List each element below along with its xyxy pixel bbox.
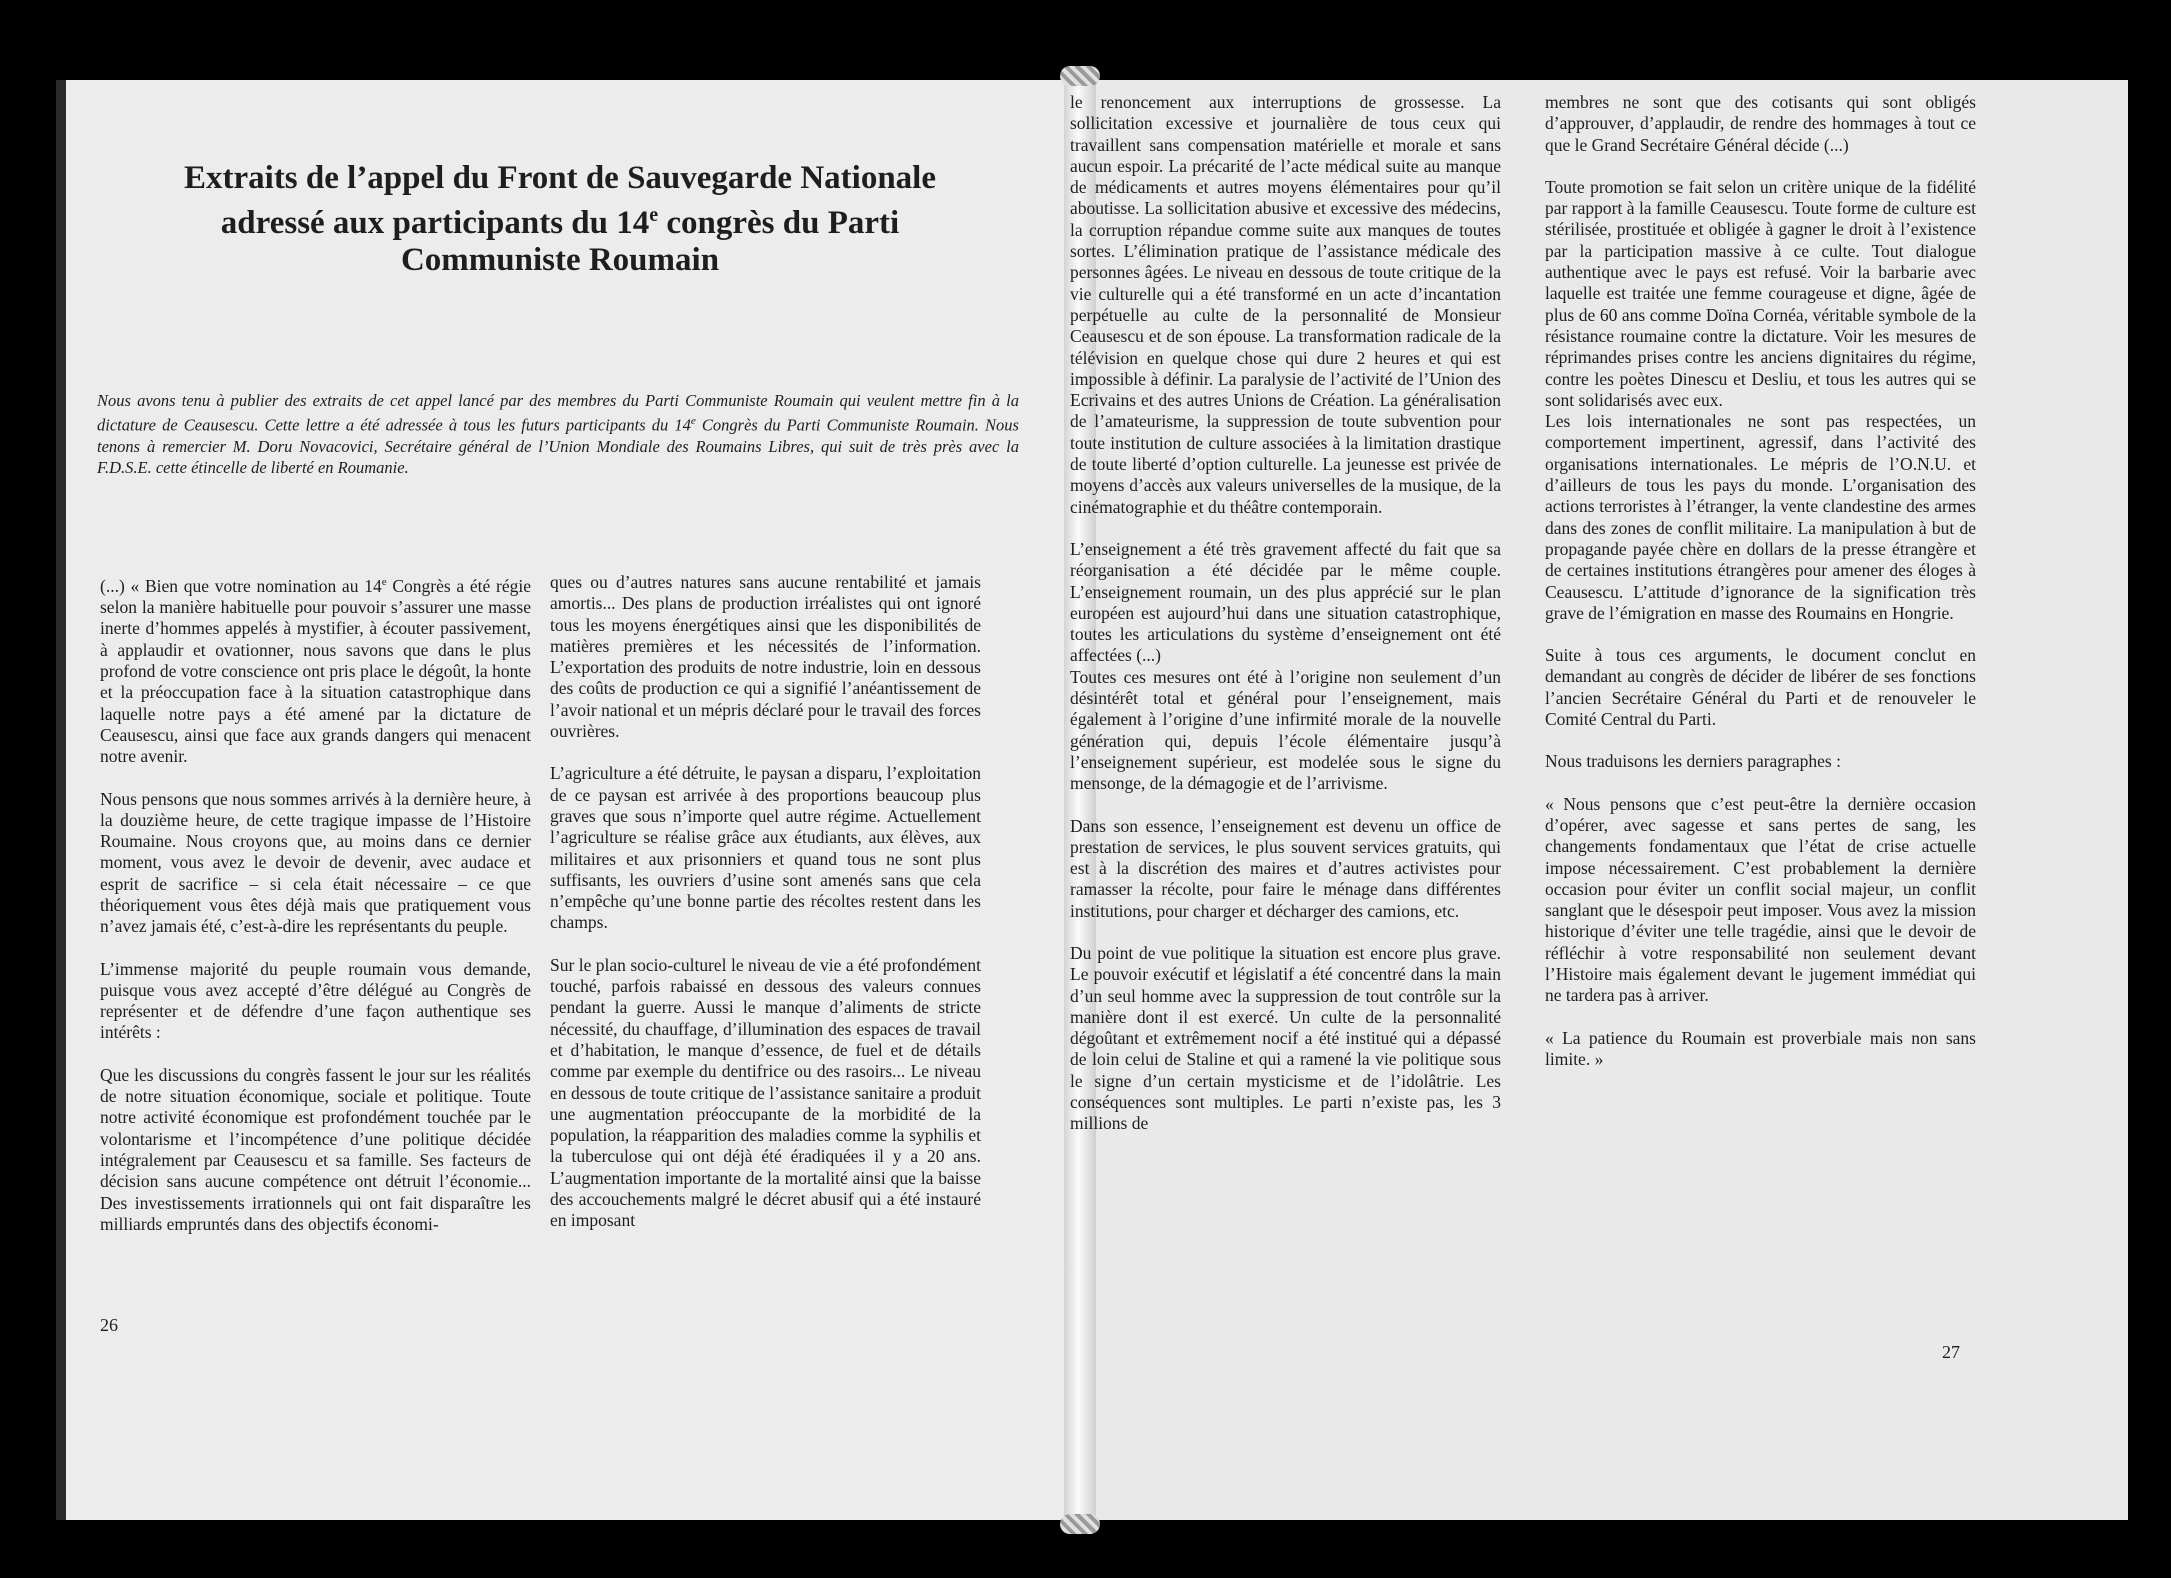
paragraph: ques ou d’autres natures sans aucune rentabilité et jamais amortis... Des plans de production irréalistes qui ont ignoré tous les moyens énergétiques ainsi que les disponibilités de matières premières et les nécessités de l’information. L’exportation des produits de notre industrie, loin en dessous des coûts de production ce qui a signifié l’anéantissement de l’avoir national et un mépris déclaré pour le travail des forces ouvrières. xyxy=(550,572,981,742)
paragraph: « La patience du Roumain est proverbiale mais non sans limite. » xyxy=(1545,1027,1976,1069)
paragraph: L’immense majorité du peuple roumain vous demande, puisque vous avez accepté d’être délégué au Congrès de représenter et de défendre d’une façon authentique ses intérêts : xyxy=(100,958,531,1043)
binding-cord-bottom xyxy=(1060,1514,1100,1534)
paragraph xyxy=(1070,539,1501,667)
binding-cord-top xyxy=(1060,66,1100,86)
right-page-column-1 xyxy=(1070,92,1501,1156)
paragraph: Suite à tous ces arguments, le document conclut en demandant au congrès de décider de libérer de ses fonctions l’ancien Secrétaire Général du Parti et de renouveler le Comité Central du Parti. xyxy=(1545,645,1976,730)
intro-text-a: Nous avons tenu à publier des extraits de cet appel lancé par des membres du Parti Communiste Roumain qui veulent mettre fin à la dictature de Ceausescu. Cette lettre a été adressée à tous les futurs participants du 14 xyxy=(97,391,1019,435)
right-page-column-2 xyxy=(1545,92,1976,1091)
page-number-right: 27 xyxy=(1942,1342,1960,1362)
paragraph: Que les discussions du congrès fassent le jour sur les réalités de notre situation économique, sociale et politique. Toute notre activité économique est profondément touchée par le volontarisme et l’incompétence d’une politique décidée intégralement par Ceausescu et sa famille. Ses facteurs de décision sans aucune compétence ont détruit l’économie... Des investissements irrationnels qui ont fait disparaître les milliards empruntés dans des objectifs économi- xyxy=(100,1064,531,1234)
paragraph: Toutes ces mesures ont été à l’origine non seulement d’un désintérêt total et général pour l’enseignement, mais également à l’origine d’une infirmité morale de la nouvelle génération qui, depuis l’école élémentaire jusqu’à l’enseignement supérieur, est modelée sous le signe du mensonge, de la démagogie et de l’arrivisme. xyxy=(1070,666,1501,794)
paragraph-text: L’enseignement a été très gravement affecté du fait que sa réorganisation a été décidée par le même couple. L’enseignement roumain, un des plus apprécié sur le plan européen est aujourd’hui dans une situation catastrophique, toutes les articulations du système d’enseignement ont été affectées (...) xyxy=(1070,538,1501,666)
title-line-1: Extraits de l’appel du Front de Sauvegarde Nationale xyxy=(184,160,936,196)
paragraph: L’agriculture a été détruite, le paysan a disparu, l’exploitation de ce paysan est arrivée à des proportions beaucoup plus graves que sous n’importe quel autre régime. Actuellement l’agriculture se réalise grâce aux étudiants, aux élèves, aux militaires et aux prisonniers et quand tous ne sont plus suffisants, les ouvriers d’usine sont amenés sans que cela n’empêche qu’une bonne partie des récoltes restent dans les champs. xyxy=(550,763,981,933)
article-title xyxy=(150,160,970,279)
title-line-3: Communiste Roumain xyxy=(400,242,720,278)
intro-text-b: Congrès du Parti Communiste Roumain. Nous tenons à remercier M. Doru Novacovici, Secrétaire général de l’Union Mondiale des Roumains Libres, qui suit de très près avec la F.D.S.E. cette étincelle de liberté en Roumanie. xyxy=(97,415,1019,477)
page-number-left: 26 xyxy=(100,1315,118,1335)
paragraph: Du point de vue politique la situation est encore plus grave. Le pouvoir exécutif et législatif a été concentré dans la main d’un seul homme avec la suppression de tout contrôle sur la manière dont il est exercé. Un culte de la personnalité dégoûtant et extrêmement nocif a été institué qui a dépassé de loin celui de Staline et qui a ramené la vie politique sous le signe d’un certain mysticisme et de l’idolâtrie. Les conséquences sont multiples. Le parti n’existe pas, les 3 millions de xyxy=(1070,942,1501,1134)
paragraph: le renoncement aux interruptions de grossesse. La sollicitation excessive et journalière de tous ceux qui travaillent sans compensation matérielle et morale et sans aucun espoir. La précarité de l’acte médical suite au manque de médicaments et autres moyens élémentaires pour qu’il aboutisse. La sollicitation abusive et excessive des médecins, la corruption répandue comme suite aux manques de toutes sortes. L’élimination pratique de l’assistance médicale des personnes âgées. Le niveau en dessous de toute critique de la vie culturelle qui a été transformé en un acte d’incantation perpétuelle au culte de la personnalité de Monsieur Ceausescu et de son épouse. La transformation radicale de la télévision en quelque chose qui dure 2 heures et qui est impossible à définir. La paralysie de l’activité de l’Union des Ecrivains et des autres Unions de Création. La généralisation de l’amateurisme, la suppression de toute subvention pour toute institution de culture associées à la limitation drastique de toute liberté d’option culturelle. La jeunesse est privée de moyens d’accès aux valeurs universelles de la musique, de la cinématographie et du théâtre contemporain. xyxy=(1070,92,1501,517)
left-page-column-2 xyxy=(550,572,981,1253)
intro-superscript: e xyxy=(690,415,696,427)
paragraph: Nous pensons que nous sommes arrivés à la dernière heure, à la douzième heure, de cette tragique impasse de l’Histoire Roumaine. Nous croyons que, au moins dans ce dernier moment, vous avez le devoir de devenir, avec audace et esprit de sacrifice – si cela était nécessaire – ce que théoriquement vous êtes déjà mais que pratiquement vous n’avez jamais été, c’est-à-dire les représentants du peuple. xyxy=(100,788,531,937)
title-line-2b: congrès du Parti xyxy=(658,205,900,241)
left-page-column-1 xyxy=(100,572,531,1256)
paragraph: Sur le plan socio-culturel le niveau de vie a été profondément touché, parfois rabaissé en dessous des valeurs connues pendant la guerre. Aussi le manque d’aliments de stricte nécessité, du chauffage, d’illumination des espaces de travail et d’habitation, le manque d’essence, de fuel et de détails comme par exemple du dentifrice ou des rasoirs... Le niveau en dessous de toute critique de l’assistance sanitaire a produit une augmentation préoccupante de la morbidité de la population, la réapparition des maladies comme la syphilis et la tuberculose qui ont déjà été éradiquées il y a 20 ans. L’augmentation importante de la mortalité ainsi que la baisse des accouchements malgré le décret abusif qui a été instauré en imposant xyxy=(550,954,981,1231)
paragraph: Toute promotion se fait selon un critère unique de la fidélité par rapport à la famille Ceausescu. Toute forme de culture est stérilisée, prostituée et obligée à gagner le droit à l’existence par la participation massive à ce culte. Tout dialogue authentique avec le pays est refusé. Voir la barbarie avec laquelle est traitée une femme courageuse et digne, âgée de plus de 60 ans comme Doïna Cornéa, véritable symbole de la résistance roumaine contre la dictature. Voir les mesures de réprimandes prises contre les anciens dignitaires du régime, contre les poètes Dinescu et Desliu, et tous les autres qui se sont solidarisés avec eux. xyxy=(1545,176,1976,410)
paragraph: Nous traduisons les derniers paragraphes : xyxy=(1545,751,1841,772)
title-superscript: e xyxy=(649,204,659,226)
paragraph: Les lois internationales ne sont pas respectées, un comportement impertinent, agressif, dans l’activité des organisations internationales. Le mépris de l’O.N.U. et d’ailleurs de tous les pays du monde. L’organisation des actions terroristes à l’étranger, la vente clandestine des armes dans des zones de conflit militaire. La manipulation à but de propagande payée chère en dollars de la presse étrangère et de certaines institutions étrangères pour amener des éloges à Ceausescu. L’attitude d’ignorance de la signification très grave de l’émigration en masse des Roumains en Hongrie. xyxy=(1545,411,1976,623)
paragraph xyxy=(100,572,531,768)
paragraph: « Nous pensons que c’est peut-être la dernière occasion d’opérer, avec sagesse et sans pertes de sang, les changements fondamentaux que l’état de crise actuelle impose nécessairement. C’est probablement la dernière occasion pour éviter un conflit social majeur, un conflit sanglant que le désespoir peut imposer. Vous avez la mission historique d’éviter une telle tragédie, ainsi que le devoir de réfléchir à votre responsabilité non seulement devant l’Histoire mais également devant le jugement immédiat qui ne tardera pas à arriver. xyxy=(1545,793,1976,1006)
paragraph: Dans son essence, l’enseignement est devenu un office de prestation de services, le plus souvent services gratuits, qui est à la discrétion des maires et d’autres activistes pour ramasser la récolte, pour faire le ménage dans différentes institutions, pour charger et décharger des camions, etc. xyxy=(1070,815,1501,921)
paragraph-text: (...) « Bien que votre nomination au 14 xyxy=(100,575,382,596)
paragraph: membres ne sont que des cotisants qui sont obligés d’approuver, d’applaudir, de rendre des hommages à tout ce que le Grand Secrétaire Général décide (...) xyxy=(1545,92,1976,155)
superscript: e xyxy=(381,576,387,588)
intro-paragraph xyxy=(97,390,1019,478)
title-line-2a: adressé aux participants du 14 xyxy=(220,205,650,241)
paragraph-text: Congrès a été régie selon la manière habituelle pour pouvoir s’assurer une masse inerte d’hommes appelés à mystifier, à écouter passivement, à applaudir et ovationner, nous savons que dans le plus profond de votre conscience ont pris place le dégoût, la honte et la préoccupation face à la situation catastrophique dans laquelle notre pays a été amené par la dictature de Ceausescu, ainsi que face aux grands dangers qui menacent notre avenir. xyxy=(100,575,532,767)
